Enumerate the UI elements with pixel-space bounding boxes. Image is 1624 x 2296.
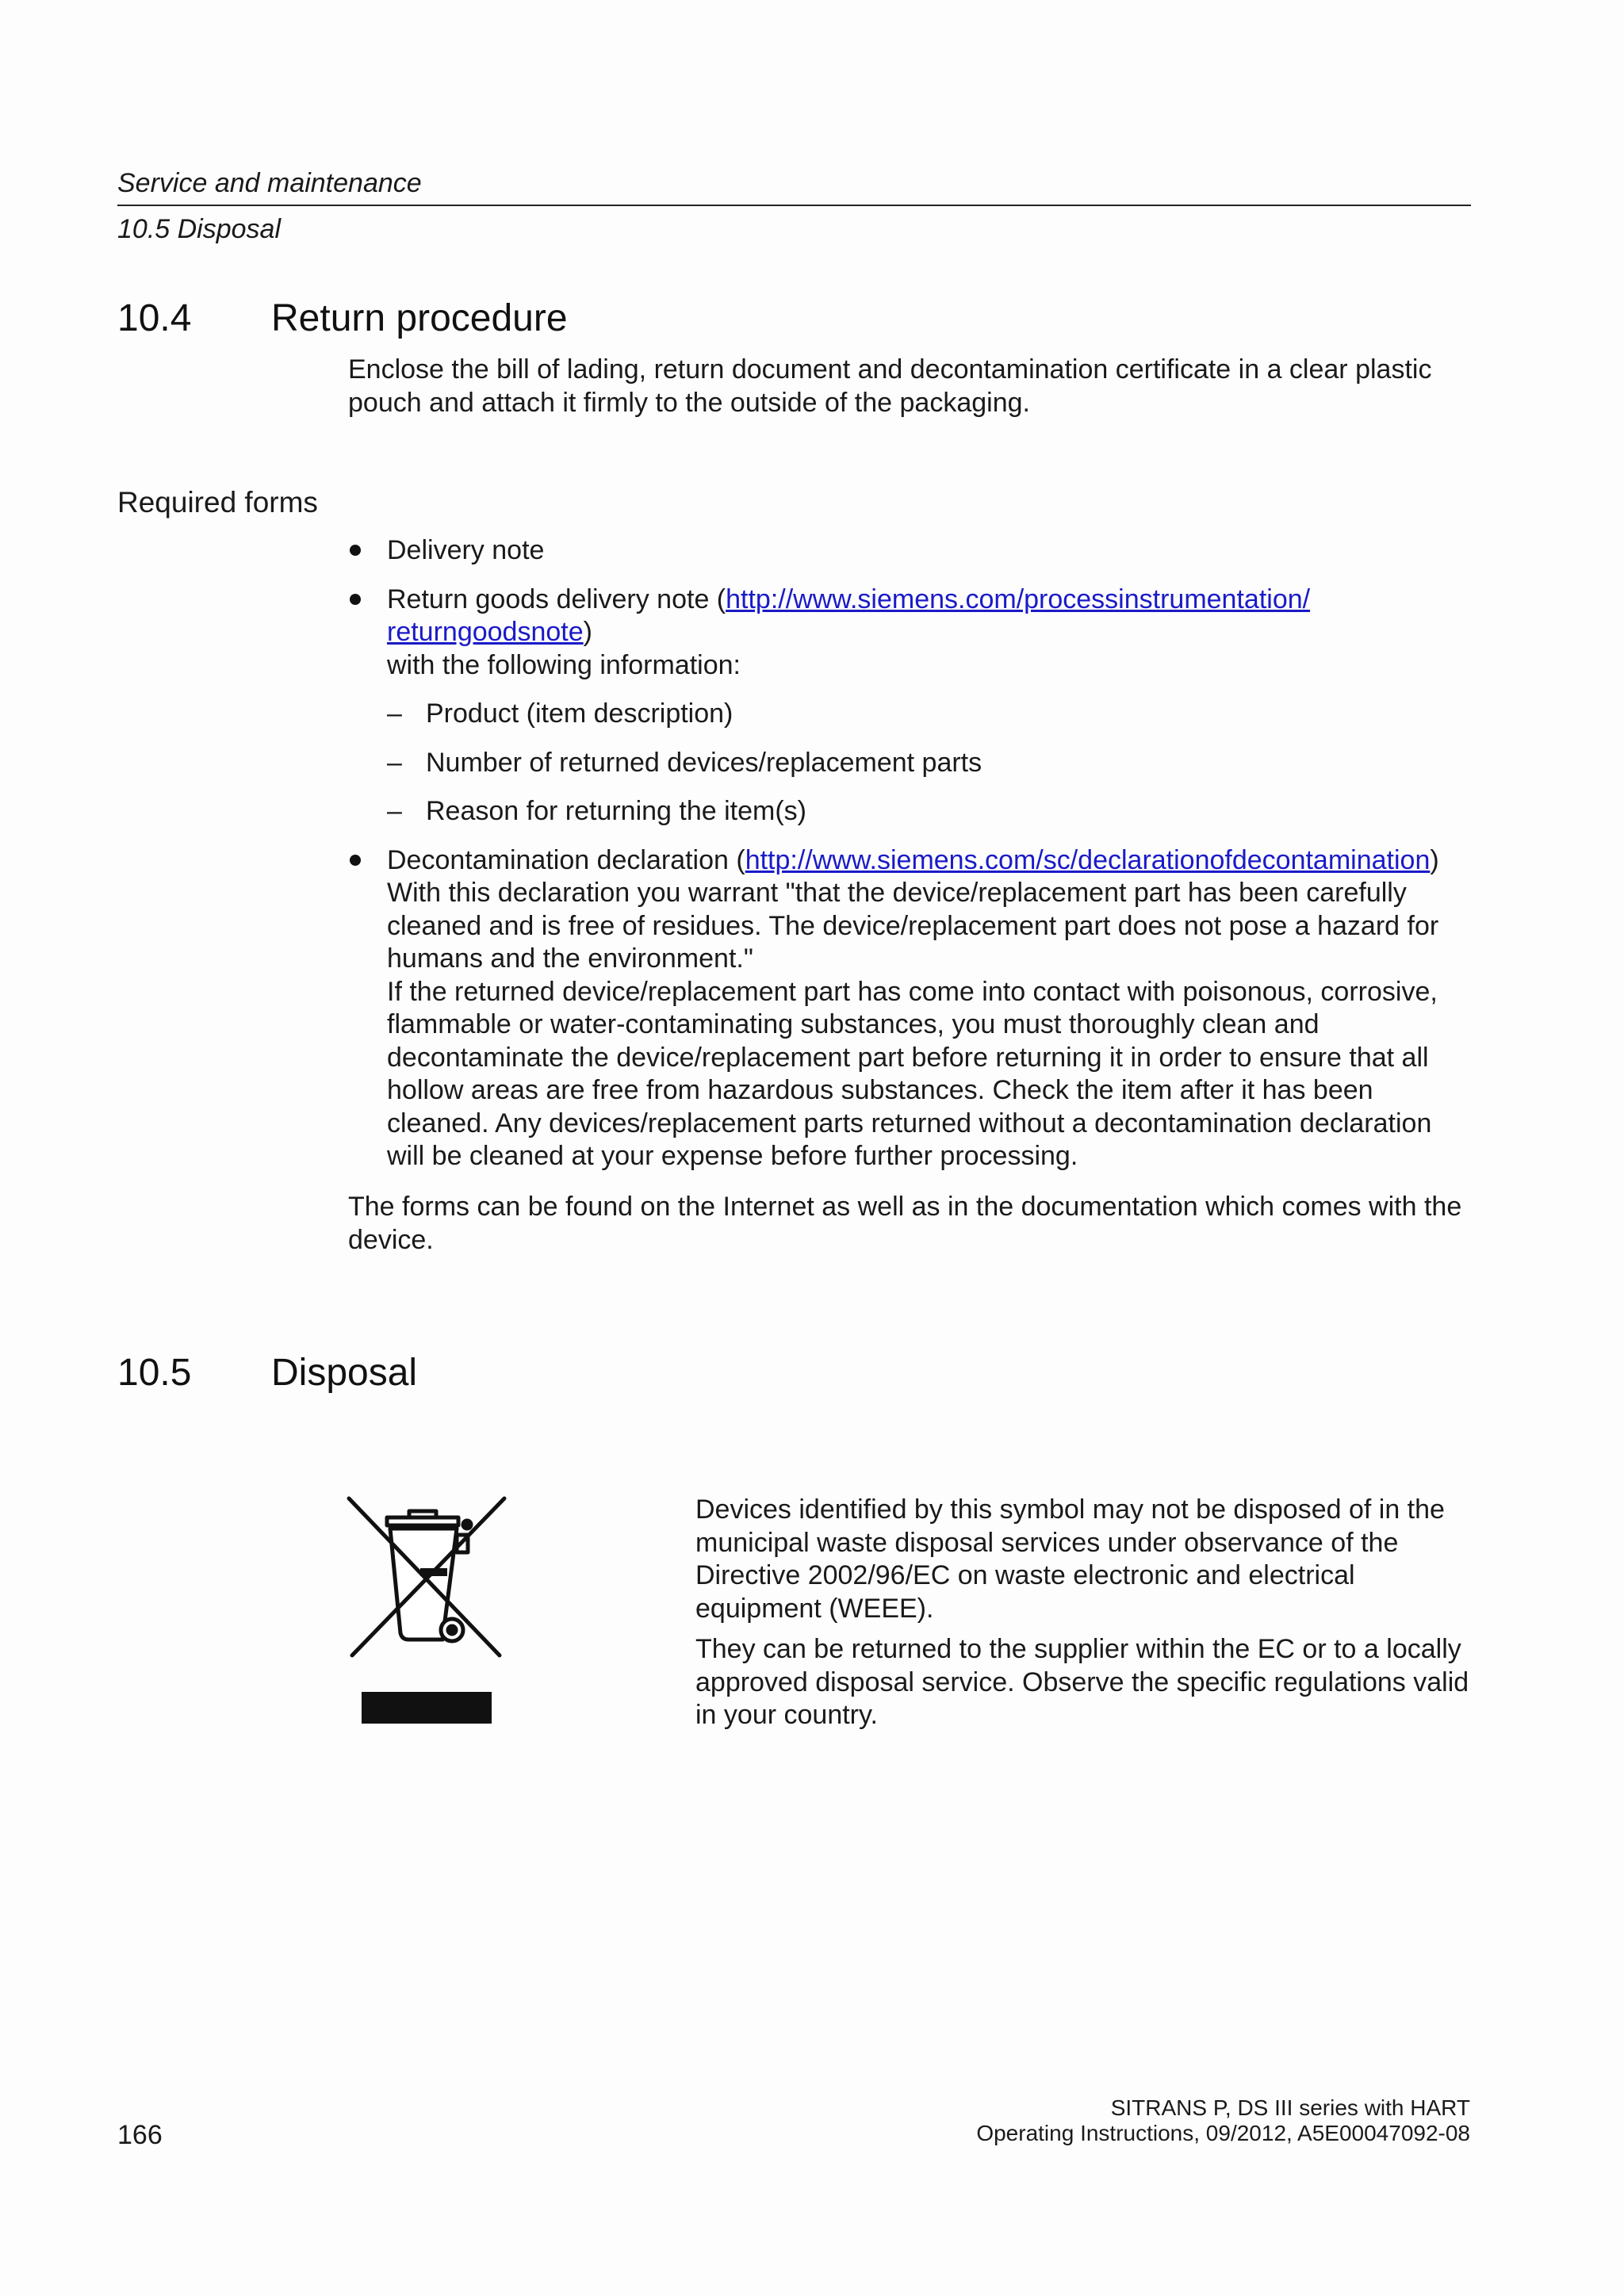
list-item — [348, 534, 1471, 568]
declaration-warrant-text: With this declaration you warrant "that the device/replacement part has been carefully cleaned and is free of residues. The device/replacement part does not pose a hazard for humans and the environment." — [387, 878, 1439, 974]
list-item — [348, 844, 1471, 1173]
section-title: Return procedure — [271, 297, 568, 339]
delivery-note-text: Delivery note — [387, 535, 545, 565]
list-item — [348, 584, 1471, 828]
section-10-5-heading — [117, 1351, 1471, 1395]
running-header-chapter: Service and maintenance — [117, 168, 422, 198]
disposal-paragraph-2: They can be returned to the supplier within the EC or to a locally approved disposal service. Observe the specific regulations valid in your country. — [695, 1634, 1469, 1730]
decontamination-declaration-text: Decontamination declaration ( — [387, 844, 745, 875]
running-header-section: 10.5 Disposal — [117, 214, 282, 244]
running-header — [117, 166, 1471, 246]
paren-close: ) — [583, 617, 592, 647]
sub-list-item: – Reason for returning the item(s) — [387, 795, 1471, 828]
decontamination-declaration-link[interactable]: http://www.siemens.com/sc/declarationofdecontamination — [745, 844, 1431, 875]
return-goods-note-text: Return goods delivery note ( — [387, 584, 726, 614]
declaration-cleaning-text: If the returned device/replacement part has come into contact with poisonous, corrosive, flammable or water-contaminating substances, you must thoroughly clean and decontaminate the device/replacement part before returning it in order to ensure that all hollow areas are free from hazardous substances. Check the item after it has been cleaned. Any devices/replacement parts returned without a decontamination declaration will be cleaned at your expense before further processing. — [387, 976, 1438, 1171]
link-text-line1: http://www.siemens.com/processinstrumentation/ — [726, 584, 1311, 614]
page-number: 166 — [117, 2120, 163, 2150]
footer-product: SITRANS P, DS III series with HART — [1110, 2095, 1470, 2120]
required-forms-list — [348, 534, 1471, 1173]
section-number: 10.5 — [117, 1352, 192, 1394]
sub-list-item: – Number of returned devices/replacement parts — [387, 747, 1471, 780]
forms-closing-paragraph: The forms can be found on the Internet as well as in the documentation which comes with the device. — [348, 1192, 1462, 1255]
paren-close: ) — [1430, 844, 1439, 875]
section-number: 10.4 — [117, 297, 192, 339]
disposal-paragraph-1: Devices identified by this symbol may not be disposed of in the municipal waste disposal services under observance of the Directive 2002/96/EC on waste electronic and electrical equipment (WEEE). — [695, 1494, 1445, 1624]
following-info-text: with the following information: — [387, 649, 741, 680]
weee-bin-icon — [341, 1490, 515, 1728]
link-text-line2: returngoodsnote — [387, 617, 584, 647]
footer-doc-info — [976, 2095, 1470, 2146]
section-10-4-heading — [117, 297, 1471, 341]
footer-doc-reference: Operating Instructions, 09/2012, A5E00047092-08 — [976, 2121, 1470, 2145]
section-title: Disposal — [271, 1352, 418, 1394]
header-rule — [117, 205, 1471, 206]
return-intro-paragraph: Enclose the bill of lading, return document and decontamination certificate in a clear plastic pouch and attach it firmly to the outside of the packaging. — [348, 354, 1432, 418]
sub-list-item: – Product (item description) — [387, 698, 1471, 731]
required-forms-heading: Required forms — [117, 486, 318, 519]
